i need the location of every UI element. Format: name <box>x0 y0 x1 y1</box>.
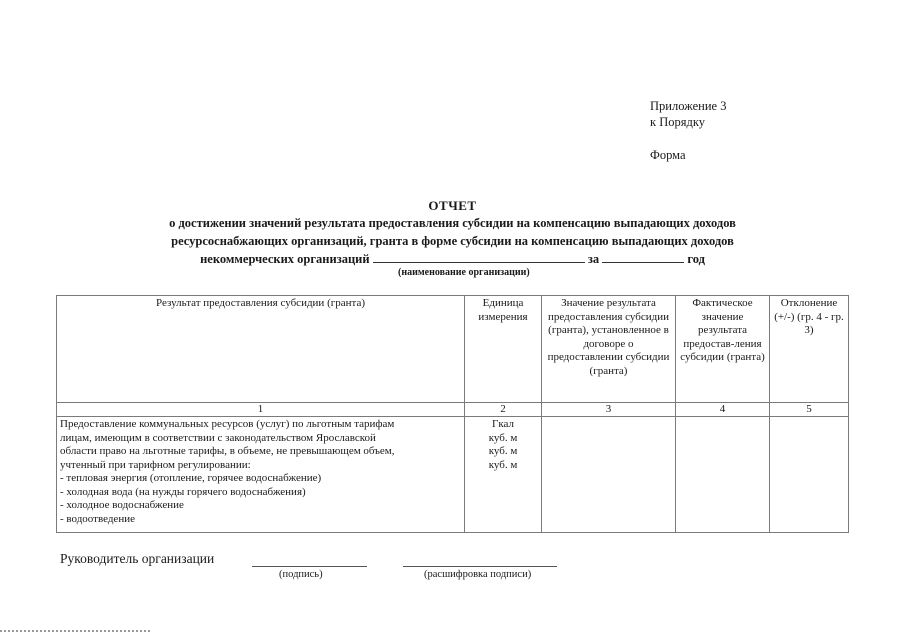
planned-value-cell[interactable] <box>542 417 676 533</box>
organization-name-blank[interactable] <box>373 251 585 263</box>
report-year-blank[interactable] <box>602 251 684 263</box>
description-line: учтенный при тарифном регулировании: <box>60 458 251 471</box>
report-title-line-2: ресурсоснабжающих организаций, гранта в форме субсидии на компенсацию выпадающих доходов <box>171 234 734 248</box>
scan-edge-artifact <box>0 630 150 632</box>
column-number: 1 <box>57 403 465 417</box>
header-unit: Единица измерения <box>465 296 542 403</box>
organization-name-caption: (наименование организации) <box>398 267 530 278</box>
header-deviation: Отклонение (+/-) (гр. 4 - гр. 3) <box>770 296 849 403</box>
description-line: Предоставление коммунальных ресурсов (услуг) по льготным тарифам <box>60 418 395 430</box>
description-line: лицам, имеющим в соответствии с законодательством Ярославской <box>60 431 376 444</box>
form-label: Форма <box>650 148 686 162</box>
signature-blank[interactable] <box>252 566 367 567</box>
table-header-row <box>57 296 849 403</box>
appendix-number: Приложение 3 <box>650 99 727 113</box>
report-title-line-1: о достижении значений результата предоставления субсидии на компенсацию выпадающих доходов <box>169 216 736 230</box>
header-actual-value: Фактическое значение результата предостав-ления субсидии (гранта) <box>676 296 770 403</box>
description-line: области право на льготные тарифы, в объеме, не превышающем объем, <box>60 445 395 457</box>
column-number: 3 <box>542 403 676 417</box>
unit-value: куб. м <box>488 431 518 444</box>
unit-value: Гкал <box>491 418 514 430</box>
column-number: 5 <box>770 403 849 417</box>
description-line: - холодное водоснабжение <box>60 499 184 511</box>
result-description-cell <box>57 417 465 533</box>
column-number: 4 <box>676 403 770 417</box>
unit-value: куб. м <box>488 458 518 471</box>
report-title-prefix: некоммерческих организаций <box>200 252 370 266</box>
report-title: ОТЧЕТ <box>428 198 477 213</box>
deviation-cell[interactable] <box>770 417 849 533</box>
signature-decode-blank[interactable] <box>403 566 557 567</box>
unit-value: куб. м <box>488 445 518 457</box>
report-table <box>56 295 849 533</box>
table-row <box>57 417 849 533</box>
unit-cell <box>465 417 542 533</box>
actual-value-cell[interactable] <box>676 417 770 533</box>
description-line: - тепловая энергия (отопление, горячее водоснабжение) <box>60 472 322 484</box>
signature-label: Руководитель организации <box>60 551 215 566</box>
header-result: Результат предоставления субсидии (гранта) <box>57 296 465 403</box>
column-number: 2 <box>465 403 542 417</box>
signature-decode-caption: (расшифровка подписи) <box>424 569 532 580</box>
appendix-order: к Порядку <box>650 115 705 129</box>
header-planned-value: Значение результата предоставления субсидии (гранта), установленное в договоре о предоставлении субсидии (гранта) <box>542 296 676 403</box>
report-title-for: за <box>587 252 600 266</box>
signature-caption: (подпись) <box>279 569 323 580</box>
report-title-line-3 <box>0 251 905 267</box>
report-title-year: год <box>687 252 705 266</box>
description-line: - водоотведение <box>60 512 135 525</box>
table-column-numbers-row <box>57 403 849 417</box>
description-line: - холодная вода (на нужды горячего водоснабжения) <box>60 485 306 498</box>
appendix-reference <box>650 98 726 130</box>
